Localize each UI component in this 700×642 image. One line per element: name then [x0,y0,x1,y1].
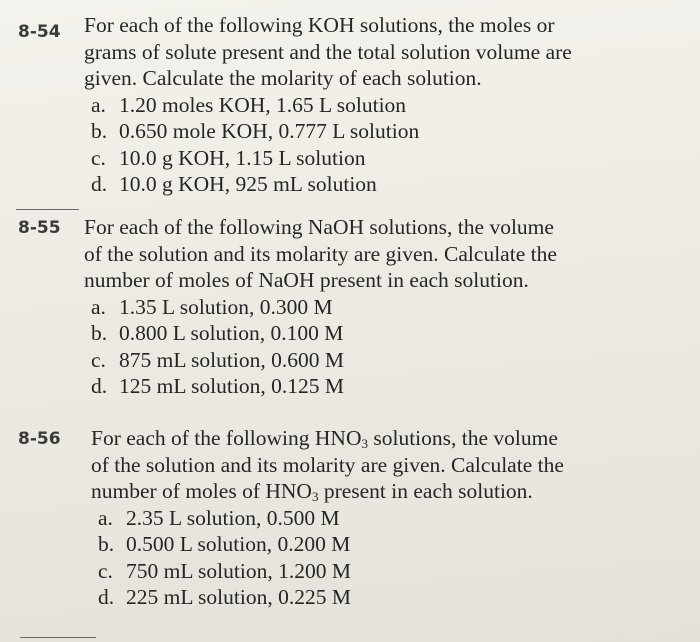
item-text: 225 mL solution, 0.225 M [126,585,351,609]
problem-stem-line: given. Calculate the molarity of each solution. [84,66,482,90]
item-text: 0.650 mole KOH, 0.777 L solution [119,119,420,143]
problem-item [84,373,557,400]
problem-stem-line: number of moles of NaOH present in each solution. [84,268,529,292]
problem-item [91,584,564,611]
item-text: 125 mL solution, 0.125 M [119,374,344,398]
problem-stem-line: of the solution and its molarity are given. Calculate the [91,452,564,477]
problem-item [84,294,557,321]
item-letter: a. [98,505,113,530]
item-text: 1.35 L solution, 0.300 M [119,294,333,319]
item-text: 750 mL solution, 1.200 M [126,558,351,583]
problem-item [91,505,564,532]
item-letter: a. [91,92,106,117]
problem-stem-line: For each of the following KOH solutions, the moles or [84,13,555,37]
item-letter: d. [98,585,115,609]
problem-body [91,425,564,611]
item-letter: b. [98,532,115,556]
item-letter: c. [91,145,106,170]
item-letter: b. [91,119,108,143]
item-text: 10.0 g KOH, 925 mL solution [119,172,377,196]
problem-body [84,214,557,400]
item-text: 10.0 g KOH, 1.15 L solution [119,145,366,170]
item-letter: c. [98,558,113,583]
item-text: 0.500 L solution, 0.200 M [126,532,351,556]
item-letter: d. [91,374,108,398]
problem-item [91,531,564,558]
problem-stem-line: For each of the following $HNO_3$ solutions, the volume [91,426,558,451]
problem-item [84,347,557,374]
problem-number: 8-55 [18,218,61,238]
item-letter: b. [91,321,108,345]
item-text: 2.35 L solution, 0.500 M [126,505,340,530]
problem-item [91,558,564,585]
item-text: 875 mL solution, 0.600 M [119,347,344,372]
section-divider [20,637,96,638]
problem-stem-line: grams of solute present and the total solution volume are [84,39,572,64]
item-letter: d. [91,172,108,196]
item-text: 0.800 L solution, 0.100 M [119,321,344,345]
item-letter: a. [91,294,106,319]
problem-item [84,171,572,198]
problem-stem-line: of the solution and its molarity are given. Calculate the [84,241,557,266]
item-letter: c. [91,347,106,372]
problem-number: 8-54 [18,22,61,42]
item-text: 1.20 moles KOH, 1.65 L solution [119,92,407,117]
problem-stem-line: For each of the following NaOH solutions, the volume [84,215,554,239]
problem-item [84,320,557,347]
problem-item [84,145,572,172]
section-divider [16,209,79,210]
problem-stem-line: number of moles of $HNO_3$ present in each solution. [91,479,533,504]
problem-body [84,12,572,198]
problem-item [84,92,572,119]
problem-item [84,118,572,145]
problem-number: 8-56 [18,429,61,449]
